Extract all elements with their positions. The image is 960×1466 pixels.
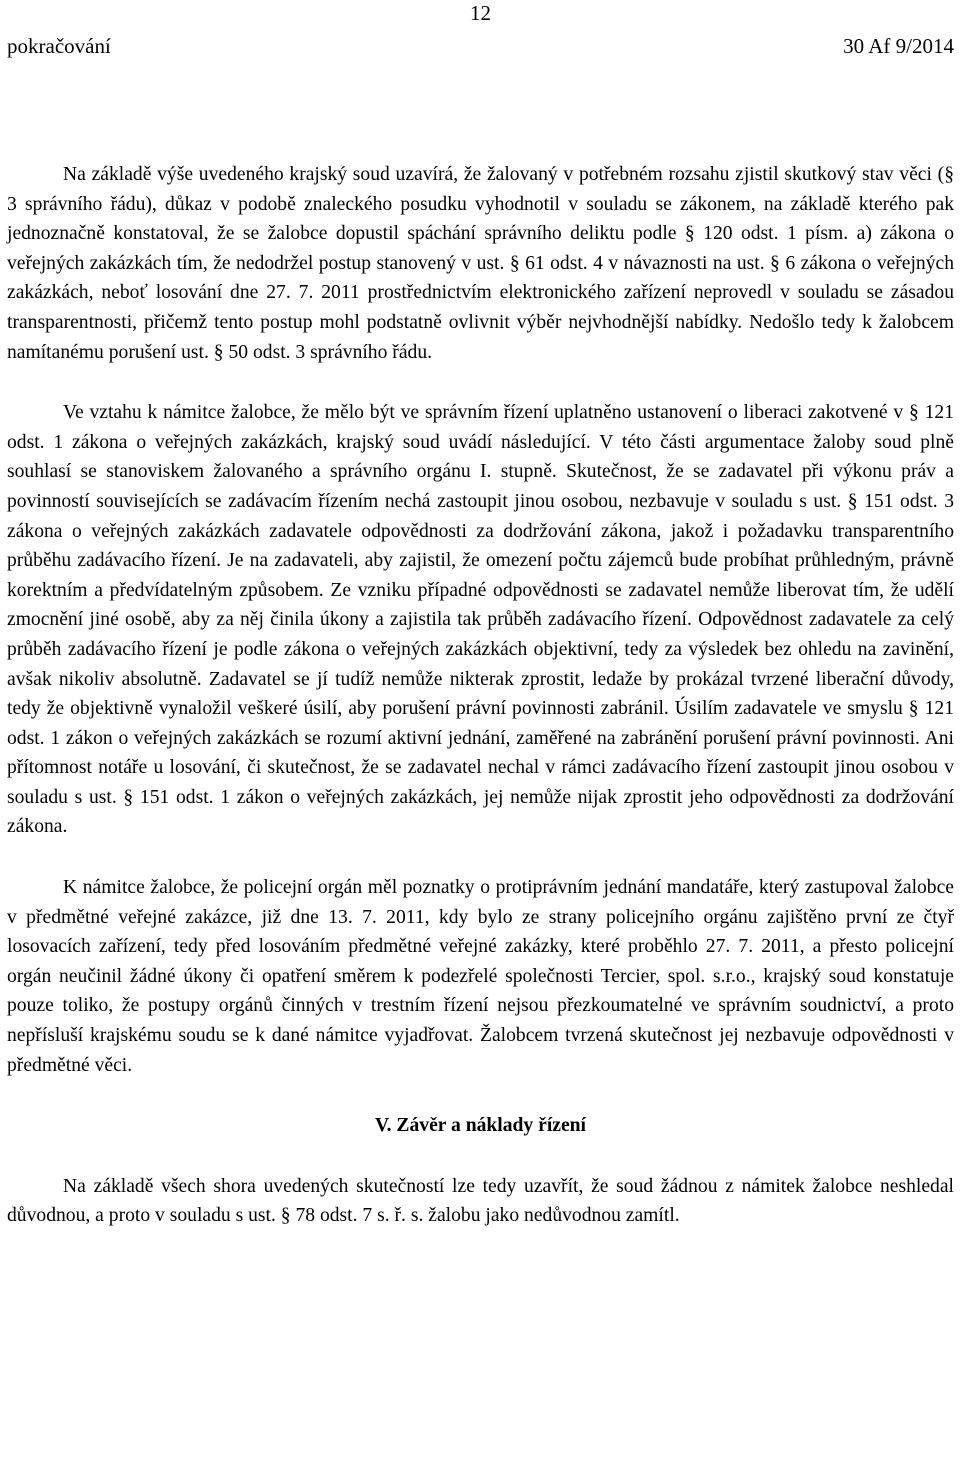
final-paragraph: Na základě všech shora uvedených skutečností lze tedy uzavřít, že soud žádnou z námitek žalobce neshledal důvodnou, a proto v souladu s ust. § 78 odst. 7 s. ř. s. žalobu jako nedůvodnou zamítl. (7, 1175, 954, 1227)
section-heading: V. Závěr a náklady řízení (374, 1115, 586, 1137)
paragraph-2: Ve vztahu k námitce žalobce, že mělo být ve správním řízení uplatněno ustanovení o liberaci zakotvené v § 121 odst. 1 zákona o veřejných zakázkách, krajský soud uvádí následující. V této části argumentace žaloby soud plně souhlasí se stanoviskem žalovaného a správního orgánu I. stupně. Skutečnost, že se zadavatel při výkonu práv a povinností souvisejících se zadávacím řízením nechá zastoupit jinou osobou, nezbavuje v souladu s ust. § 151 odst. 3 zákona o veřejných zakázkách zadavatele odpovědnosti za dodržování zákona, jakož i požadavku transparentního průběhu zadávacího řízení. Je na zadavateli, aby zajistil, že omezení počtu zájemců bude probíhat průhledným, právně korektním a předvídatelným způsobem. Ze vzniku případné odpovědnosti se zadavatel nemůže liberovat tím, že udělí zmocnění jiné osobě, aby za něj činila úkony a zajistila tak průběh zadávacího řízení. Odpovědnost zadavatele za celý průběh zadávacího řízení je podle zákona o veřejných zakázkách objektivní, tedy za výsledek bez ohledu na zavinění, avšak nikoliv absolutně. Zadavatel se jí tudíž nemůže nikterak zprostit, ledaže by prokázal tvrzené liberační důvody, tedy že objektivně vynaložil veškeré úsilí, aby porušení právní povinnosti zabránil. Úsilím zadavatele ve smyslu § 121 odst. 1 zákon o veřejných zakázkách se rozumí aktivní jednání, zaměřené na zabránění porušení právní povinnosti. Ani přítomnost notáře u losování, či skutečnost, že se zadavatel nechal v rámci zadávacího řízení zastoupit jinou osobou v souladu s ust. § 151 odst. 1 zákon o veřejných zakázkách, jej nemůže nijak zprostit jeho odpovědnosti za dodržování zákona. (7, 402, 954, 838)
header-case-number: 30 Af 9/2014 (843, 34, 954, 58)
document-body (7, 160, 954, 1231)
page-number: 12 (470, 1, 491, 25)
paragraph-3: K námitce žalobce, že policejní orgán měl poznatky o protiprávním jednání mandatáře, který zastupoval žalobce v předmětné veřejné zakázce, již dne 13. 7. 2011, kdy bylo ze strany policejního orgánu zajištěno první ze čtyř losovacích zařízení, tedy před losováním předmětné veřejné zakázky, které proběhlo 27. 7. 2011, a přesto policejní orgán neučinil žádné úkony či opatření směrem k podezřelé společnosti Tercier, spol. s.r.o., krajský soud konstatuje pouze toliko, že postupy orgánů činných v trestním řízení nejsou přezkoumatelné ve správním soudnictví, a proto nepřísluší krajskému soudu se k dané námitce vyjadřovat. Žalobcem tvrzená skutečnost jej nezbavuje odpovědnosti v předmětné věci. (7, 877, 954, 1076)
header-continuation: pokračování (7, 34, 111, 58)
paragraph-1: Na základě výše uvedeného krajský soud uzavírá, že žalovaný v potřebném rozsahu zjistil skutkový stav věci (§ 3 správního řádu), důkaz v podobě znaleckého posudku vyhodnotil v souladu se zákonem, na základě kterého pak jednoznačně konstatoval, že se žalobce dopustil spáchání správního deliktu podle § 120 odst. 1 písm. a) zákona o veřejných zakázkách tím, že nedodržel postup stanovený v ust. § 61 odst. 4 v návaznosti na ust. § 6 zákona o veřejných zakázkách, neboť losování dne 27. 7. 2011 prostřednictvím elektronického zařízení neprovedl v souladu se zásadou transparentnosti, přičemž tento postup mohl podstatně ovlivnit výběr nejvhodnější nabídky. Nedošlo tedy k žalobcem namítanému porušení ust. § 50 odst. 3 správního řádu. (7, 164, 954, 363)
